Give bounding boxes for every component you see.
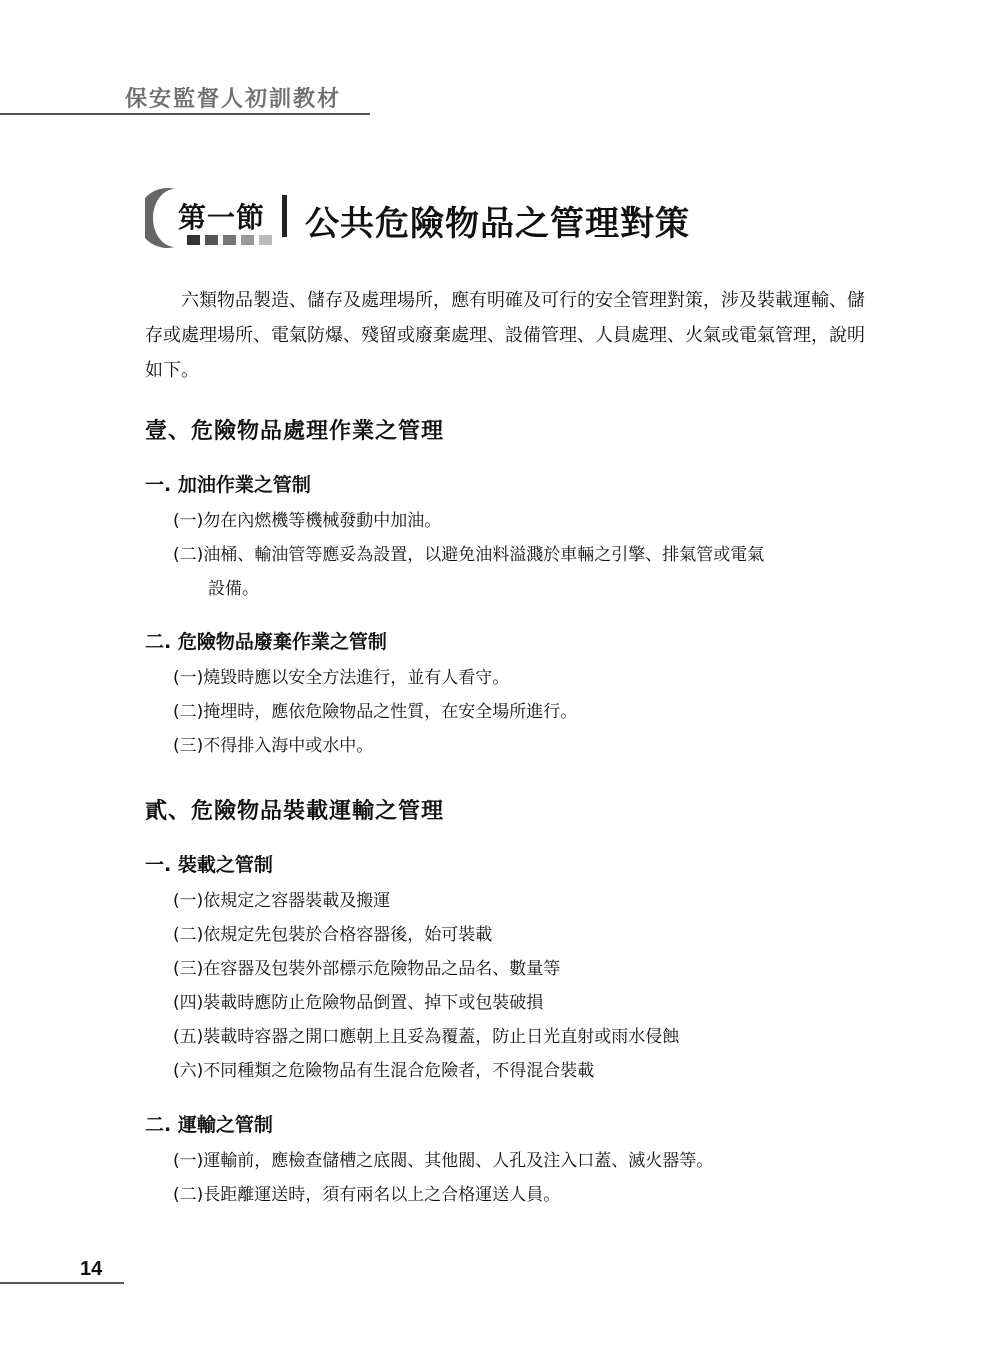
section-mark [145,187,295,249]
list-item: (三)在容器及包裝外部標示危險物品之品名、數量等 [173,959,561,979]
square-1 [187,235,200,245]
part1-sub1-heading: 一. 加油作業之管制 [145,474,311,496]
part1-heading: 壹、危險物品處理作業之管理 [145,419,445,444]
list-item: (二)長距離運送時，須有兩名以上之合格運送人員。 [173,1185,561,1205]
footer-rule [0,1282,124,1284]
page-number: 14 [80,1258,103,1280]
square-2 [205,235,218,245]
list-item: (二)依規定先包裝於合格容器後，始可裝載 [173,925,493,945]
part2-sub1-heading: 一. 裝載之管制 [145,854,273,876]
list-item: (二)油桶、輸油管等應妥為設置，以避免油料溢濺於車輛之引擎、排氣管或電氣 [173,545,765,565]
part1-sub2-heading: 二. 危險物品廢棄作業之管制 [145,631,387,653]
part2-sub2-heading: 二. 運輸之管制 [145,1114,273,1136]
section-squares [187,235,272,245]
header-rule [0,113,370,115]
section-title: 公共危險物品之管理對策 [305,204,690,244]
list-item: (一)依規定之容器裝載及搬運 [173,891,391,911]
list-item: (二)掩埋時，應依危險物品之性質，在安全場所進行。 [173,702,578,722]
list-item: (一)運輸前，應檢查儲槽之底閥、其他閥、人孔及注入口蓋、滅火器等。 [173,1151,714,1171]
part2-heading: 貳、危險物品裝載運輸之管理 [145,799,445,824]
list-item: (一)燒毀時應以安全方法進行，並有人看守。 [173,668,510,688]
list-item: (五)裝載時容器之開口應朝上且妥為覆蓋，防止日光直射或雨水侵蝕 [173,1027,680,1047]
square-3 [223,235,236,245]
section-divider-bar [282,195,287,237]
square-5 [259,235,272,245]
intro-paragraph: 六類物品製造、儲存及處理場所，應有明確及可行的安全管理對策，涉及裝載運輸、儲存或處理場所、電氣防爆、殘留或廢棄處理、設備管理、人員處理、火氣或電氣管理，說明如下。 [145,290,865,381]
list-item: (一)勿在內燃機等機械發動中加油。 [173,511,442,531]
running-header-title: 保安監督人初訓教材 [125,86,342,112]
square-4 [241,235,254,245]
section-badge: 第一節 [178,201,266,234]
list-item: (三)不得排入海中或水中。 [173,736,374,756]
list-item: (六)不同種類之危險物品有生混合危險者，不得混合裝載 [173,1061,595,1081]
list-item-continuation: 設備。 [208,579,259,599]
list-item: (四)裝載時應防止危險物品倒置、掉下或包裝破損 [173,993,544,1013]
